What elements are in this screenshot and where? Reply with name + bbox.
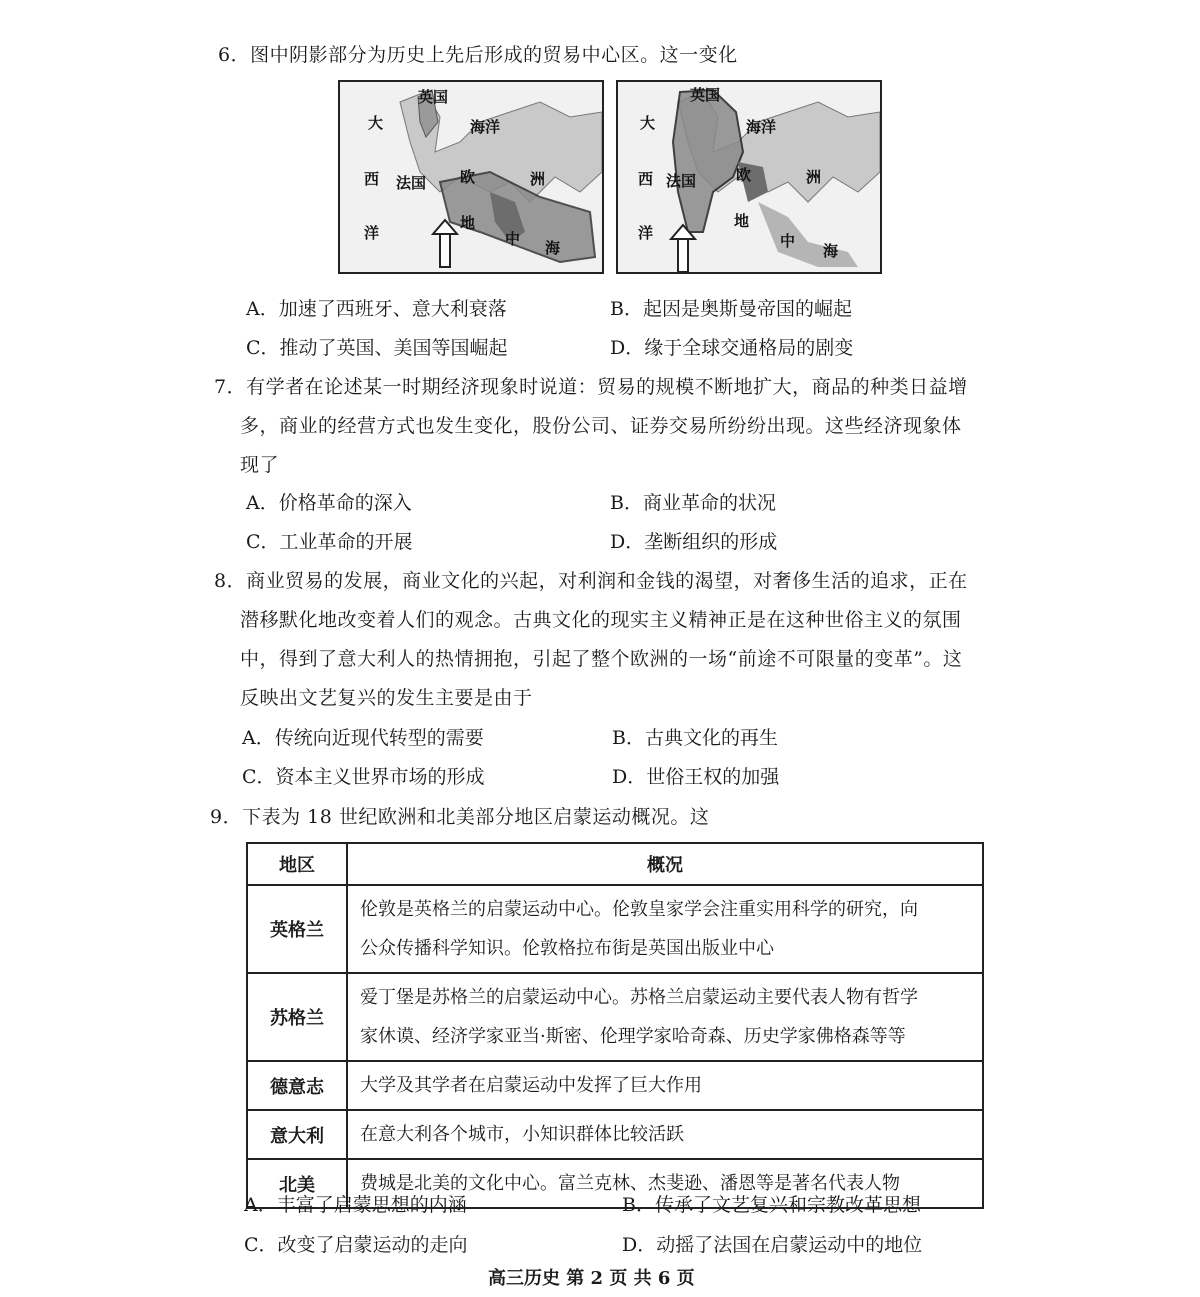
q8-stem-line-2: 潜移默化地改变着人们的观念。古典文化的现实主义精神正是在这种世俗主义的氛围 (240, 609, 962, 631)
q8-stem-line-3: 中，得到了意大利人的热情拥抱，引起了整个欧洲的一场“前途不可限量的变革”。这 (240, 648, 963, 670)
q6-option-a[interactable]: A．加速了西班牙、意大利衰落 (246, 298, 507, 320)
table-cell-region: 北美 (247, 1159, 347, 1208)
q8-option-b[interactable]: B．古典文化的再生 (612, 727, 778, 749)
q7-option-d[interactable]: D．垄断组织的形成 (610, 531, 778, 553)
map-right-label-xi: 西 (638, 170, 654, 188)
table-header-region: 地区 (247, 843, 347, 885)
q9-option-a[interactable]: A．丰富了启蒙思想的内涵 (244, 1194, 467, 1216)
table-cell-overview-line: 公众传播科学知识。伦敦格拉布街是英国出版业中心 (360, 938, 774, 959)
q6-option-d[interactable]: D．缘于全球交通格局的剧变 (610, 337, 854, 359)
q8-option-a[interactable]: A．传统向近现代转型的需要 (242, 727, 484, 749)
map-left-label-zhou: 洲 (530, 170, 546, 188)
map-right-label-ou: 欧 (736, 166, 752, 184)
enlightenment-table (246, 842, 984, 1209)
q9-option-c[interactable]: C．改变了启蒙运动的走向 (244, 1234, 468, 1256)
table-cell-overview-line: 爱丁堡是苏格兰的启蒙运动中心。苏格兰启蒙运动主要代表人物有哲学 (360, 987, 918, 1008)
table-cell-overview-line: 在意大利各个城市，小知识群体比较活跃 (360, 1124, 684, 1145)
q8-option-c[interactable]: C．资本主义世界市场的形成 (242, 766, 485, 788)
q7-option-b[interactable]: B．商业革命的状况 (610, 492, 776, 514)
table-cell-overview-line: 费城是北美的文化中心。富兰克林、杰斐逊、潘恩等是著名代表人物 (360, 1173, 900, 1194)
map-right-label-france: 法国 (666, 172, 697, 190)
table-row (247, 1110, 983, 1159)
table-cell-region: 英格兰 (247, 885, 347, 973)
map-right-label-yang: 洋 (638, 224, 654, 242)
q8-option-d[interactable]: D．世俗王权的加强 (612, 766, 780, 788)
map-right-label-da: 大 (640, 114, 656, 132)
table-cell-region: 意大利 (247, 1110, 347, 1159)
map-right (616, 80, 882, 274)
map-right-label-hai: 海 (823, 242, 839, 260)
map-left-label-hai: 海 (545, 239, 561, 257)
q9-option-b[interactable]: B．传承了文艺复兴和宗教改革思想 (622, 1194, 921, 1216)
table-row (247, 885, 983, 973)
table-cell-region: 德意志 (247, 1061, 347, 1110)
map-right-label-zhou: 洲 (806, 168, 822, 186)
q6-option-c[interactable]: C．推动了英国、美国等国崛起 (246, 337, 508, 359)
table-cell-overview-line: 家休谟、经济学家亚当·斯密、伦理学家哈奇森、历史学家佛格森等等 (360, 1026, 906, 1047)
map-left-label-england: 英国 (418, 88, 449, 106)
map-left (338, 80, 604, 274)
map-left-label-da: 大 (368, 114, 384, 132)
map-left-label-zhong: 中 (505, 230, 521, 248)
table-row (247, 973, 983, 1061)
table-cell-overview (347, 885, 983, 973)
table-cell-overview (347, 1061, 983, 1110)
q9-option-d[interactable]: D．动摇了法国在启蒙运动中的地位 (622, 1234, 923, 1256)
table-row (247, 1061, 983, 1110)
table-cell-overview-line: 伦敦是英格兰的启蒙运动中心。伦敦皇家学会注重实用科学的研究，向 (360, 899, 918, 920)
q6-stem: 6．图中阴影部分为历史上先后形成的贸易中心区。这一变化 (218, 44, 738, 66)
table-cell-overview (347, 1110, 983, 1159)
q7-stem-line-2: 多，商业的经营方式也发生变化，股份公司、证券交易所纷纷出现。这些经济现象体 (240, 415, 962, 437)
table-cell-overview-line: 大学及其学者在启蒙运动中发挥了巨大作用 (360, 1075, 702, 1096)
q7-option-a[interactable]: A．价格革命的深入 (246, 492, 412, 514)
map-right-label-zhong: 中 (780, 232, 796, 250)
q7-stem-line-3: 现了 (240, 454, 280, 476)
map-right-label-sea-top: 海洋 (746, 118, 777, 136)
q7-option-c[interactable]: C．工业革命的开展 (246, 531, 413, 553)
table-cell-region: 苏格兰 (247, 973, 347, 1061)
map-right-label-england: 英国 (690, 86, 721, 104)
page-footer: 高三历史 第 2 页 共 6 页 (488, 1268, 695, 1289)
q6-option-b[interactable]: B．起因是奥斯曼帝国的崛起 (610, 298, 852, 320)
q9-stem: 9．下表为 18 世纪欧洲和北美部分地区启蒙运动概况。这 (210, 806, 710, 828)
map-left-label-di: 地 (460, 214, 476, 232)
map-left-label-xi: 西 (364, 170, 380, 188)
table-cell-overview (347, 973, 983, 1061)
map-left-label-sea-top: 海洋 (470, 118, 501, 136)
map-left-label-yang: 洋 (364, 224, 380, 242)
map-right-label-di: 地 (734, 212, 750, 230)
table-header-row (247, 843, 983, 885)
q7-stem-line-1: 7．有学者在论述某一时期经济现象时说道：贸易的规模不断地扩大，商品的种类日益增 (214, 376, 968, 398)
map-left-label-france: 法国 (396, 174, 427, 192)
table-header-overview: 概况 (347, 843, 983, 885)
map-left-label-ou: 欧 (460, 168, 476, 186)
q8-stem-line-4: 反映出文艺复兴的发生主要是由于 (240, 687, 533, 709)
q8-stem-line-1: 8．商业贸易的发展，商业文化的兴起，对利润和金钱的渴望，对奢侈生活的追求，正在 (214, 570, 968, 592)
